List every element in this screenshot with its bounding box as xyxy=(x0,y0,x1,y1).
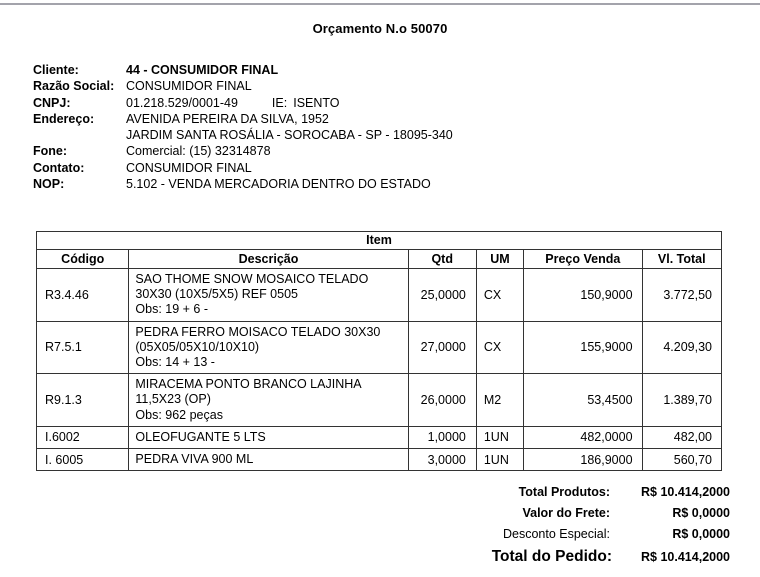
customer-row xyxy=(33,111,593,127)
customer-row-label: NOP: xyxy=(33,177,65,192)
cell-vl-total: 560,70 xyxy=(642,449,721,471)
cell-vl-total: 4.209,30 xyxy=(642,321,721,374)
cell-preco-venda: 186,9000 xyxy=(524,449,643,471)
table-row xyxy=(37,374,722,427)
column-header-qtd: Qtd xyxy=(408,250,476,269)
descricao-line: PEDRA FERRO MOISACO TELADO 30X30 xyxy=(135,324,381,339)
ie-label: IE: xyxy=(271,95,288,110)
customer-row xyxy=(33,95,593,111)
cell-qtd: 26,0000 xyxy=(408,374,476,427)
customer-row-value xyxy=(126,62,593,78)
items-table-body xyxy=(37,269,722,471)
column-header-vl-total: Vl. Total xyxy=(642,250,721,269)
cell-vl-total: 3.772,50 xyxy=(642,269,721,322)
cell-qtd: 1,0000 xyxy=(408,426,476,448)
customer-row-label: Endereço: xyxy=(33,111,95,126)
customer-row xyxy=(33,160,593,176)
cell-codigo: I.6002 xyxy=(37,426,129,448)
desconto-especial-row xyxy=(430,527,730,548)
valor-frete-label: Valor do Frete: xyxy=(522,506,610,520)
descricao-lines xyxy=(135,269,407,321)
cell-um: 1UN xyxy=(476,426,523,448)
total-pedido-row xyxy=(430,548,730,573)
cell-qtd: 27,0000 xyxy=(408,321,476,374)
customer-row-label: Fone: xyxy=(33,144,68,159)
total-pedido-label: Total do Pedido: xyxy=(491,548,612,565)
customer-row-value xyxy=(126,127,593,143)
customer-row-value xyxy=(126,111,593,127)
descricao-line: OLEOFUGANTE 5 LTS xyxy=(135,429,266,444)
totals-block xyxy=(430,485,730,573)
cell-preco-venda: 482,0000 xyxy=(524,426,643,448)
cell-preco-venda: 150,9000 xyxy=(524,269,643,322)
table-row xyxy=(37,321,722,374)
items-table xyxy=(36,231,722,471)
cell-preco-venda: 53,4500 xyxy=(524,374,643,427)
valor-frete-value: R$ 0,0000 xyxy=(672,506,730,520)
total-pedido-value: R$ 10.414,2000 xyxy=(641,550,730,564)
column-header-um: UM xyxy=(476,250,523,269)
cell-um: CX xyxy=(476,321,523,374)
customer-row xyxy=(33,62,593,78)
customer-row xyxy=(33,143,593,159)
descricao-line: SAO THOME SNOW MOSAICO TELADO xyxy=(135,272,369,286)
total-produtos-label: Total Produtos: xyxy=(518,485,610,499)
column-header-codigo: Código xyxy=(37,250,129,269)
customer-row-value-text: 01.218.529/0001-49 xyxy=(126,95,238,110)
customer-row-value-text: 5.102 - VENDA MERCADORIA DENTRO DO ESTADO xyxy=(126,177,431,192)
table-row xyxy=(37,449,722,471)
descricao-line: 11,5X23 (OP) xyxy=(135,392,211,407)
items-group-header: Item xyxy=(37,232,722,250)
customer-row-value-text: JARDIM SANTA ROSÁLIA - SOROCABA - SP - 18095-340 xyxy=(126,128,453,143)
desconto-especial-value: R$ 0,0000 xyxy=(672,527,730,541)
cell-codigo: R9.1.3 xyxy=(37,374,129,427)
customer-row-label: Cliente: xyxy=(33,63,79,77)
cell-codigo: R7.5.1 xyxy=(37,321,129,374)
customer-row-label: CNPJ: xyxy=(33,95,71,110)
cell-qtd: 3,0000 xyxy=(408,449,476,471)
customer-info-block xyxy=(33,62,593,192)
descricao-lines xyxy=(135,374,407,426)
descricao-line: (05X05/05X10/10X10) xyxy=(135,339,260,354)
customer-row-value-text: AVENIDA PEREIRA DA SILVA, 1952 xyxy=(126,111,329,126)
cell-descricao xyxy=(129,426,408,448)
cell-vl-total: 482,00 xyxy=(642,426,721,448)
cell-qtd: 25,0000 xyxy=(408,269,476,322)
cell-codigo: I. 6005 xyxy=(37,449,129,471)
customer-row-value xyxy=(126,160,593,176)
descricao-lines xyxy=(135,449,407,470)
table-row xyxy=(37,269,722,322)
descricao-line: Obs: 19 + 6 - xyxy=(135,302,208,317)
cell-vl-total: 1.389,70 xyxy=(642,374,721,427)
cell-descricao xyxy=(129,321,408,374)
descricao-line: PEDRA VIVA 900 ML xyxy=(135,452,254,467)
cell-descricao xyxy=(129,269,408,322)
customer-row-value-text: CONSUMIDOR FINAL xyxy=(126,160,252,175)
customer-row xyxy=(33,78,593,94)
items-table-head xyxy=(37,232,722,269)
cell-um: 1UN xyxy=(476,449,523,471)
customer-row-value-text: Comercial: (15) 32314878 xyxy=(126,144,271,159)
descricao-line: 30X30 (10X5/5X5) REF 0505 xyxy=(135,287,298,302)
customer-row-value-text: 44 - CONSUMIDOR FINAL xyxy=(126,63,279,77)
total-produtos-value: R$ 10.414,2000 xyxy=(641,485,730,499)
cell-preco-venda: 155,9000 xyxy=(524,321,643,374)
column-header-descricao: Descrição xyxy=(129,250,408,269)
customer-row-label: Razão Social: xyxy=(33,79,115,94)
descricao-lines xyxy=(135,322,407,374)
descricao-lines xyxy=(135,427,407,448)
customer-row xyxy=(33,176,593,192)
customer-row-value xyxy=(126,95,593,111)
customer-row-value xyxy=(126,143,593,159)
valor-frete-row xyxy=(430,506,730,527)
cell-um: CX xyxy=(476,269,523,322)
desconto-especial-label: Desconto Especial: xyxy=(502,527,610,541)
column-header-preco-venda: Preço Venda xyxy=(524,250,643,269)
items-table-group-row xyxy=(37,232,722,250)
descricao-line: Obs: 14 + 13 - xyxy=(135,355,215,370)
customer-row-value-text: CONSUMIDOR FINAL xyxy=(126,79,252,94)
descricao-line: Obs: 962 peças xyxy=(135,407,223,422)
customer-row-value xyxy=(126,78,593,94)
customer-row xyxy=(33,127,593,143)
ie-value: ISENTO xyxy=(293,95,340,110)
cell-um: M2 xyxy=(476,374,523,427)
table-row xyxy=(37,426,722,448)
total-produtos-row xyxy=(430,485,730,506)
customer-row-value xyxy=(126,176,593,192)
cell-codigo: R3.4.46 xyxy=(37,269,129,322)
cell-descricao xyxy=(129,374,408,427)
descricao-line: MIRACEMA PONTO BRANCO LAJINHA xyxy=(135,377,362,392)
page-title: Orçamento N.o 50070 xyxy=(312,21,448,36)
items-table-header-row xyxy=(37,250,722,269)
customer-row-label: Contato: xyxy=(33,160,85,175)
cell-descricao xyxy=(129,449,408,471)
